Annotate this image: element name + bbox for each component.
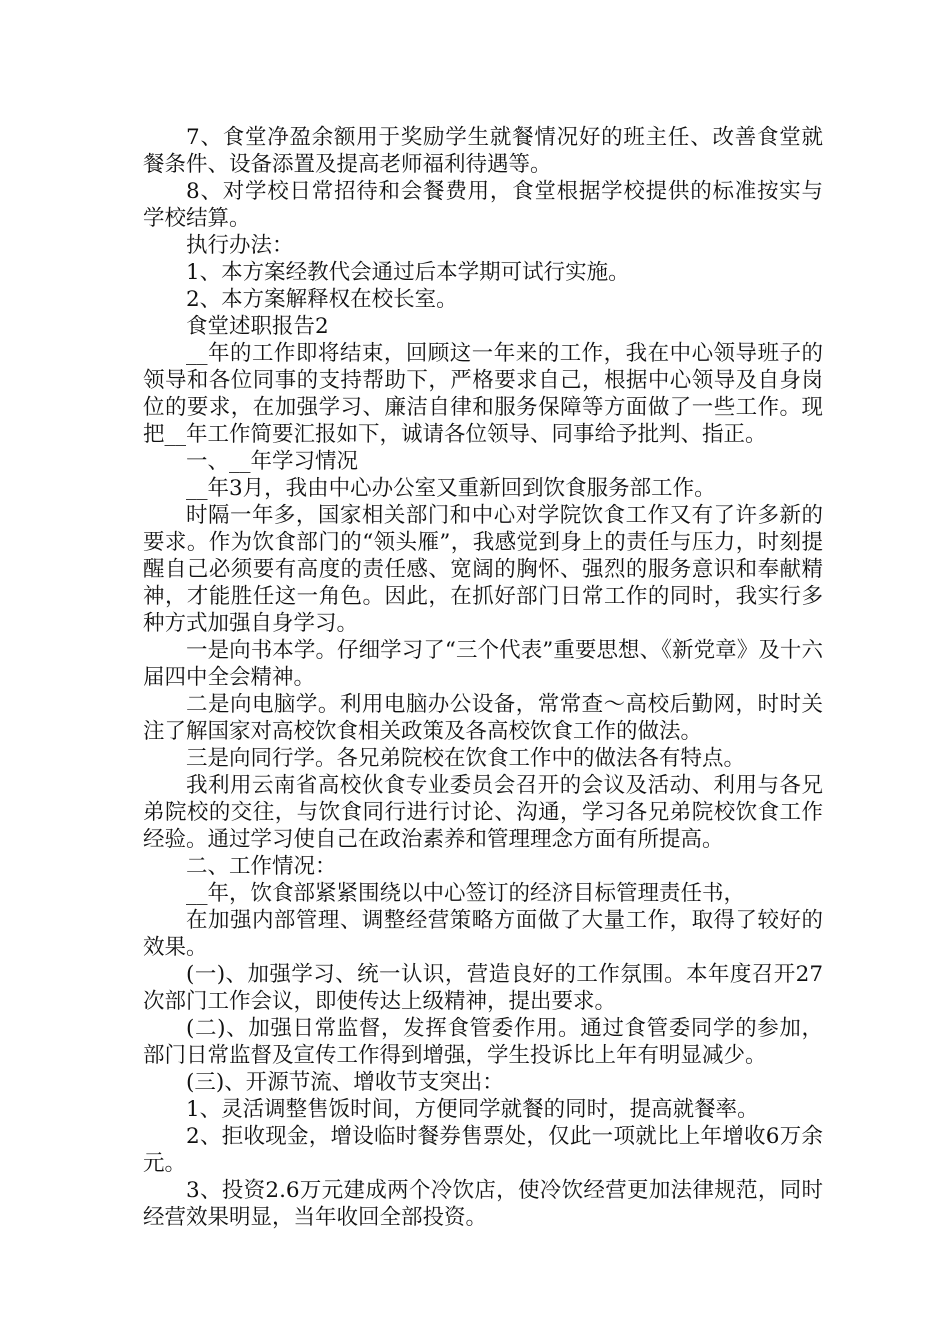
paragraph-point-1: (一)、加强学习、统一认识，营造良好的工作氛围。本年度召开27次部门工作会议，即使传达上级精神，提出要求。	[143, 962, 823, 1014]
paragraph-implementation-2: 2、本方案解释权在校长室。	[186, 287, 458, 312]
paragraph-implementation-1: 1、本方案经教代会通过后本学期可试行实施。	[186, 260, 630, 285]
paragraph-work-goal: __年，饮食部紧紧围绕以中心签订的经济目标管理责任书，	[186, 881, 746, 906]
document-body	[143, 124, 823, 1231]
paragraph-exchange: 我利用云南省高校伙食专业委员会召开的会议及活动、利用与各兄弟院校的交往，与饮食同行进行讨论、沟通，学习各兄弟院校饮食工作经验。通过学习使自己在政治素养和管理理念方面有所提高。	[143, 773, 823, 852]
paragraph-measure-2: 2、拒收现金，增设临时餐券售票处，仅此一项就比上年增收6万余元。	[143, 1124, 823, 1176]
paragraph-item-8: 8、对学校日常招待和会餐费用，食堂根据学校提供的标准按实与学校结算。	[143, 179, 823, 231]
section-heading-study: 一、__年学习情况	[186, 449, 359, 474]
heading-implementation: 执行办法：	[186, 233, 294, 258]
paragraph-measure-3: 3、投资2.6万元建成两个冷饮店，使冷饮经营更加法律规范，同时经营效果明显，当年收回全部投资。	[143, 1178, 823, 1230]
paragraph-learn-peers: 三是向同行学。各兄弟院校在饮食工作中的做法各有特点。	[186, 746, 746, 771]
report-title: 食堂述职报告2	[186, 314, 329, 339]
paragraph-point-3: (三)、开源节流、增收节支突出：	[186, 1070, 504, 1095]
paragraph-item-7: 7、食堂净盈余额用于奖励学生就餐情况好的班主任、改善食堂就餐条件、设备添置及提高老师福利待遇等。	[143, 125, 823, 177]
paragraph-measure-1: 1、灵活调整售饭时间，方便同学就餐的同时，提高就餐率。	[186, 1097, 759, 1122]
paragraph-intro: __年的工作即将结束，回顾这一年来的工作，我在中心领导班子的领导和各位同事的支持帮助下，严格要求自己，根据中心领导及自身岗位的要求，在加强学习、廉洁自律和服务保障等方面做了一些工作。现把__年工作简要汇报如下，诚请各位领导、同事给予批判、指正。	[143, 341, 823, 447]
paragraph-point-2: (二)、加强日常监督，发挥食管委作用。通过食管委同学的参加，部门日常监督及宣传工作得到增强，学生投诉比上年有明显减少。	[143, 1016, 823, 1068]
paragraph-work-result: 在加强内部管理、调整经营策略方面做了大量工作，取得了较好的效果。	[143, 908, 823, 960]
section-heading-work: 二、工作情况：	[186, 854, 337, 879]
paragraph-learn-books: 一是向书本学。仔细学习了“三个代表”重要思想、《新党章》及十六届四中全会精神。	[143, 638, 823, 690]
paragraph-return: __年3月，我由中心办公室又重新回到饮食服务部工作。	[186, 476, 716, 501]
paragraph-requirements: 时隔一年多，国家相关部门和中心对学院饮食工作又有了许多新的要求。作为饮食部门的“领头雁”，我感觉到身上的责任与压力，时刻提醒自己必须要有高度的责任感、宽阔的胸怀、强烈的服务意识和奉献精神，才能胜任这一角色。因此，在抓好部门日常工作的同时，我实行多种方式加强自身学习。	[143, 503, 823, 636]
paragraph-learn-computer: 二是向电脑学。利用电脑办公设备，常常查～高校后勤网，时时关注了解国家对高校饮食相关政策及各高校饮食工作的做法。	[143, 692, 823, 744]
